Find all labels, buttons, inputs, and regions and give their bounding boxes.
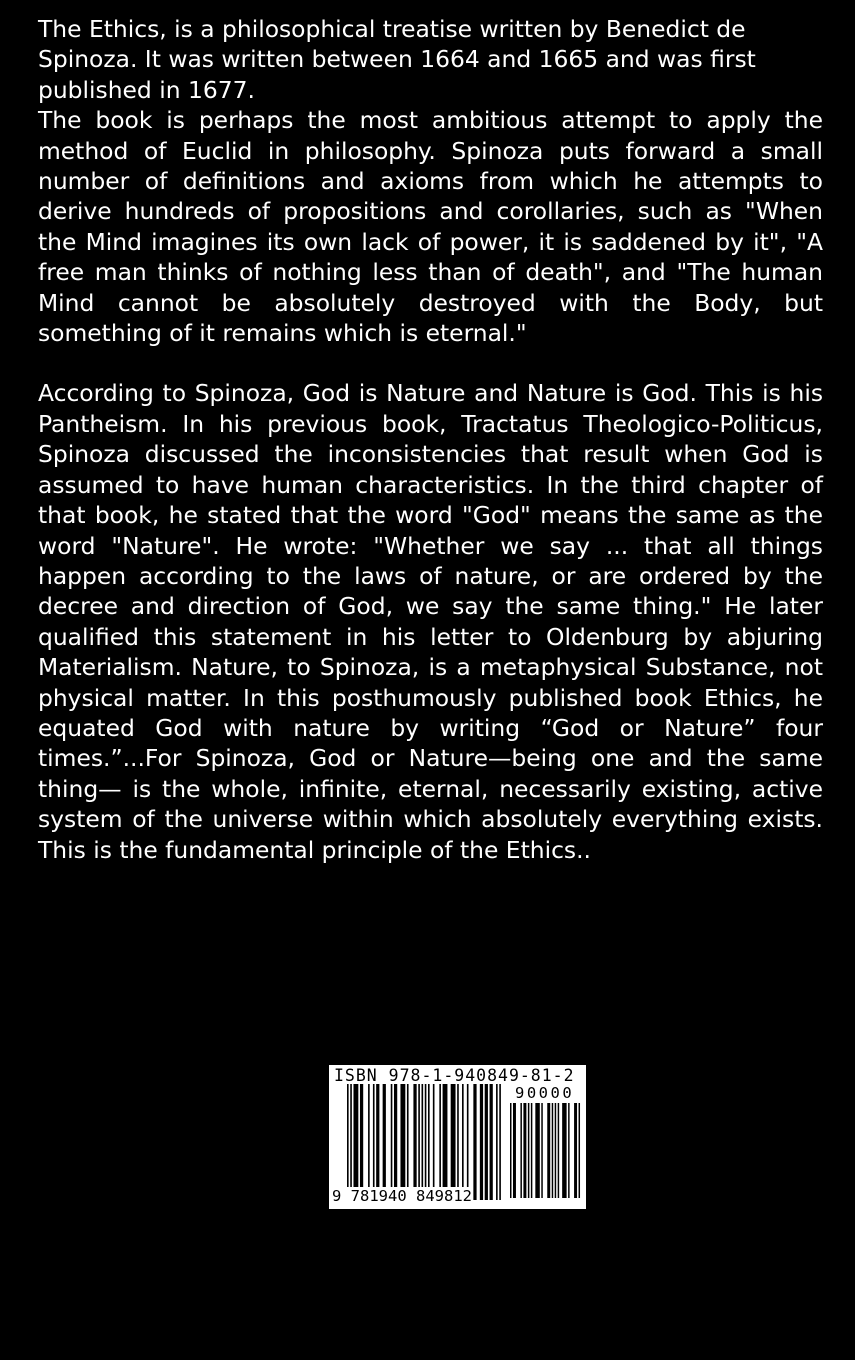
isbn-barcode xyxy=(329,1065,586,1209)
addon-bar xyxy=(528,1103,529,1198)
addon-bar xyxy=(552,1103,553,1198)
addon-bar xyxy=(535,1103,539,1198)
ean-digits: 9 781940 849812 xyxy=(332,1187,472,1205)
price-code: 90000 xyxy=(515,1084,575,1102)
paragraph-gap xyxy=(38,348,823,378)
addon-bar xyxy=(568,1103,569,1198)
blurb-paragraph-pantheism: According to Spinoza, God is Nature and Nature is God. This is his Pantheism. In his previous book, Tractatus Theologico-Politicus, Spinoza discussed the inconsistencies that result when God is assumed to have human characteristics. In the third chapter of that book, he stated that the word "God" means the same as the word "Nature". He wrote: "Whether we say ... that all things happen according to the laws of nature, or are ordered by the decree and direction of God, we say the same thing." He later qualified this statement in his letter to Oldenburg by abjuring Materialism. Nature, to Spinoza, is a metaphysical Substance, not physical matter. In this posthumously published book Ethics, he equated God with nature by writing “God or Nature” four times.”...For Spinoza, God or Nature—being one and the same thing— is the whole, infinite, eternal, necessarily existing, active system of the universe within which absolutely everything exists. This is the fundamental principle of the Ethics.. xyxy=(38,379,823,864)
blurb-paragraph-method: The book is perhaps the most ambitious attempt to apply the method of Euclid in philosophy. Spinoza puts forward a small number of definitions and axioms from which he attempts to derive hundreds of propositions and corollaries, such as "When the Mind imagines its own lack of power, it is saddened by it", "A free man thinks of nothing less than of death", and "The human Mind cannot be absolutely destroyed with the Body, but something of it remains which is eternal." xyxy=(38,106,823,348)
addon-bar xyxy=(531,1103,532,1198)
addon-bar xyxy=(574,1103,577,1198)
addon-bar xyxy=(555,1103,556,1198)
isbn-label: ISBN 978-1-940849-81-2 xyxy=(334,1066,575,1085)
addon-bar xyxy=(562,1103,566,1198)
addon-bar xyxy=(513,1103,516,1198)
addon-bar xyxy=(547,1103,550,1198)
addon-bar xyxy=(579,1103,580,1198)
addon-bar xyxy=(510,1103,511,1198)
addon-bar xyxy=(520,1103,521,1198)
addon-bar xyxy=(541,1103,542,1198)
addon-bar xyxy=(558,1103,559,1198)
addon-bar xyxy=(523,1103,526,1198)
blurb-text xyxy=(38,14,823,865)
blurb-paragraph-intro: The Ethics, is a philosophical treatise written by Benedict de Spinoza. It was written between 1664 and 1665 and was first published in 1677. xyxy=(38,15,756,104)
